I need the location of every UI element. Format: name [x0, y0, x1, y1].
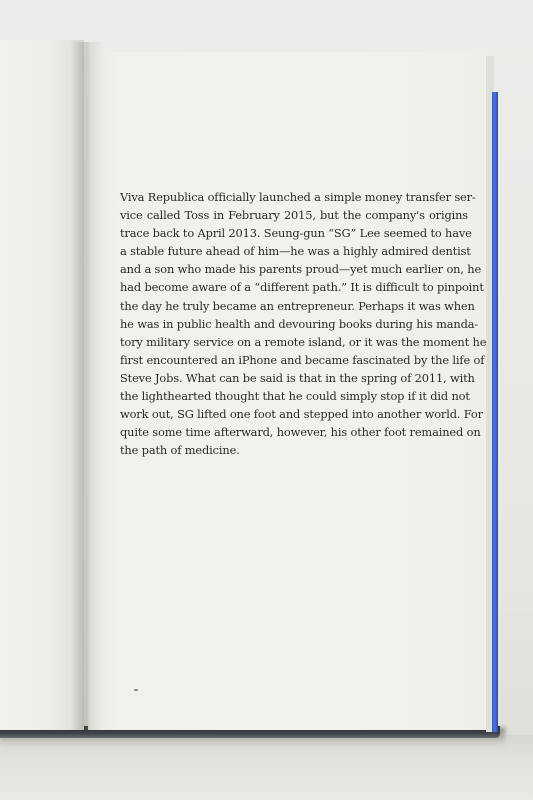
- paragraph-line: Viva Republica officially launched a simple money transfer ser-: [120, 190, 476, 204]
- body-paragraph: [120, 188, 487, 459]
- paragraph-line: the day he truly became an entrepreneur. Perhaps it was when: [120, 298, 475, 313]
- paragraph-line: first encountered an iPhone and became fascinated by the life of: [120, 352, 485, 367]
- paragraph-line: the path of medicine.: [120, 443, 240, 458]
- paragraph-line: trace back to April 2013. Seung-gun “SG” Lee seemed to have: [120, 226, 472, 241]
- paragraph-line: a stable future ahead of him—he was a highly admired dentist: [120, 244, 471, 259]
- paragraph-line: and a son who made his parents proud—yet much earlier on, he: [120, 262, 482, 277]
- left-page: [0, 40, 84, 730]
- paragraph-line: Steve Jobs. What can be said is that in the spring of 2011, with: [120, 370, 475, 385]
- blue-cover-edge: [492, 92, 498, 732]
- ink-speck: [134, 689, 138, 691]
- paragraph-line: vice called Toss in February 2015, but the company's origins: [120, 208, 468, 223]
- paragraph-line: quite some time afterward, however, his other foot remained on: [120, 425, 481, 440]
- paragraph-line: had become aware of a “different path.” It is difficult to pinpoint: [120, 280, 484, 295]
- paragraph-line: the lighthearted thought that he could simply stop if it did not: [120, 389, 470, 404]
- paragraph-line: tory military service on a remote island, or it was the moment he: [120, 334, 487, 349]
- bleed-through-ghost: [66, 190, 88, 240]
- paragraph-line: he was in public health and devouring books during his manda-: [120, 316, 479, 331]
- paragraph-line: work out, SG lifted one foot and stepped into another world. For: [120, 407, 483, 422]
